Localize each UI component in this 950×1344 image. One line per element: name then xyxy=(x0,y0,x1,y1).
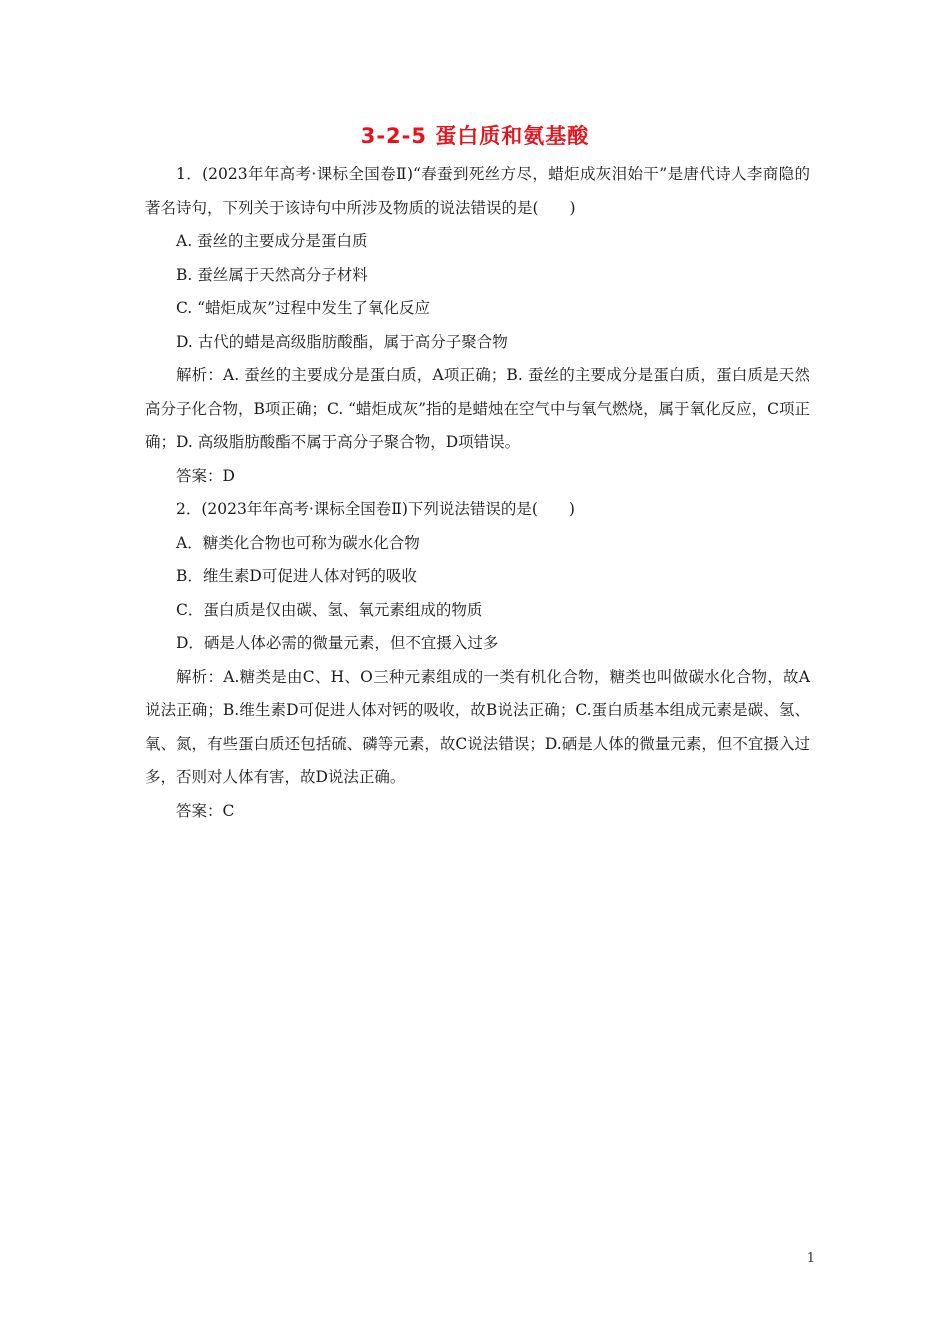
question-1-option-b: B. 蚕丝属于天然高分子材料 xyxy=(176,265,368,284)
question-1-option-d: D. 古代的蜡是高级脂肪酸酯，属于高分子聚合物 xyxy=(176,332,508,351)
question-2-analysis: 解析：A.糖类是由C、H、O三种元素组成的一类有机化合物，糖类也叫做碳水化合物，故A说法正确；B.维生素D可促进人体对钙的吸收，故B说法正确；C.蛋白质基本组成元素是碳、氢、氧、氮，有些蛋白质还包括硫、磷等元素，故C说法错误；D.硒是人体的微量元素，但不宜摄入过多，否则对人体有害，故D说法正确。 xyxy=(145,667,810,786)
question-2-option-b: B．维生素D可促进人体对钙的吸收 xyxy=(176,567,417,585)
question-1-analysis: 解析：A. 蚕丝的主要成分是蛋白质，A项正确；B. 蚕丝的主要成分是蛋白质，蛋白质是天然高分子化合物，B项正确；C. “蜡炬成灰”指的是蜡烛在空气中与氧气燃烧，属于氧化反应，C项正确；D. 高级脂肪酸酯不属于高分子聚合物，D项错误。 xyxy=(145,366,810,451)
question-2-option-a: A．糖类化合物也可称为碳水化合物 xyxy=(176,533,420,552)
document-body xyxy=(145,158,810,828)
question-1-stem: 1．(2023年年高考·课标全国卷Ⅱ)“春蚕到死丝方尽，蜡炬成灰泪始干”是唐代诗人李商隐的著名诗句，下列关于该诗句中所涉及物质的说法错误的是( ) xyxy=(145,165,810,217)
page-number: 1 xyxy=(806,1251,815,1266)
question-1-answer: 答案：D xyxy=(176,466,235,485)
question-2-answer: 答案：C xyxy=(176,801,235,820)
question-2-stem: 2．(2023年年高考·课标全国卷Ⅱ)下列说法错误的是( ) xyxy=(176,500,575,518)
question-2-option-c: C．蛋白质是仅由碳、氢、氧元素组成的物质 xyxy=(176,600,483,619)
page-title: 3-2-5 蛋白质和氨基酸 xyxy=(360,124,590,148)
question-1-option-a: A. 蚕丝的主要成分是蛋白质 xyxy=(176,232,368,250)
question-2-option-d: D．硒是人体必需的微量元素，但不宜摄入过多 xyxy=(176,634,499,652)
question-1-option-c: C. “蜡炬成灰”过程中发生了氧化反应 xyxy=(176,299,431,317)
